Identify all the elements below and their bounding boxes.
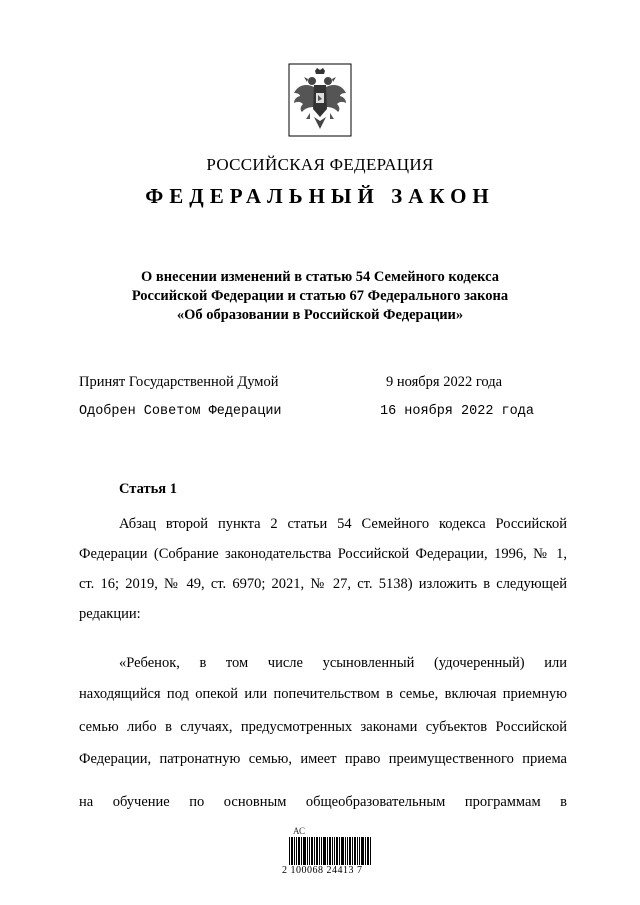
law-title-line: Российской Федерации и статью 67 Федерального закона	[131, 288, 509, 304]
barcode-number: 2 100068 24413 7	[282, 865, 363, 876]
registry-stamp: АС	[293, 826, 306, 836]
country-heading: РОССИЙСКАЯ ФЕДЕРАЦИЯ	[206, 155, 434, 174]
article-text-line: Абзац второй пункта 2 статьи 54 Семейного кодекса Российской	[119, 516, 567, 532]
coat-of-arms-emblem	[288, 63, 352, 137]
article-text-line: семью либо в случаях, предусмотренных законами субъектов Российской	[79, 719, 567, 735]
article-text-line: «Ребенок, в том числе усыновленный (удочеренный) или	[119, 655, 567, 671]
article-text-line: Федерации, патронатную семью, имеет право преимущественного приема	[79, 751, 567, 767]
law-title-line: О внесении изменений в статью 54 Семейного кодекса	[141, 269, 499, 285]
article-text-line: на обучение по основным общеобразовательным программам в	[79, 794, 567, 810]
law-type-heading: ФЕДЕРАЛЬНЫЙ ЗАКОН	[145, 184, 495, 208]
article-text-line: Федерации (Собрание законодательства Российской Федерации, 1996, № 1,	[79, 546, 567, 562]
article-heading: Статья 1	[119, 481, 177, 497]
duma-adoption-date: 9 ноября 2022 года	[386, 374, 503, 390]
article-text-line: находящийся под опекой или попечительством в семье, включая приемную	[79, 686, 567, 702]
article-text-line: ст. 16; 2019, № 49, ст. 6970; 2021, № 27, ст. 5138) изложить в следующей	[79, 576, 567, 592]
council-approval-label: Одобрен Советом Федерации	[79, 404, 282, 419]
law-title	[100, 268, 540, 325]
council-approval-date: 16 ноября 2022 года	[380, 404, 534, 419]
duma-adoption-label: Принят Государственной Думой	[79, 374, 279, 390]
article-text-line: редакции:	[79, 606, 141, 622]
barcode-image	[289, 837, 371, 865]
law-title-line: «Об образовании в Российской Федерации»	[176, 307, 464, 323]
